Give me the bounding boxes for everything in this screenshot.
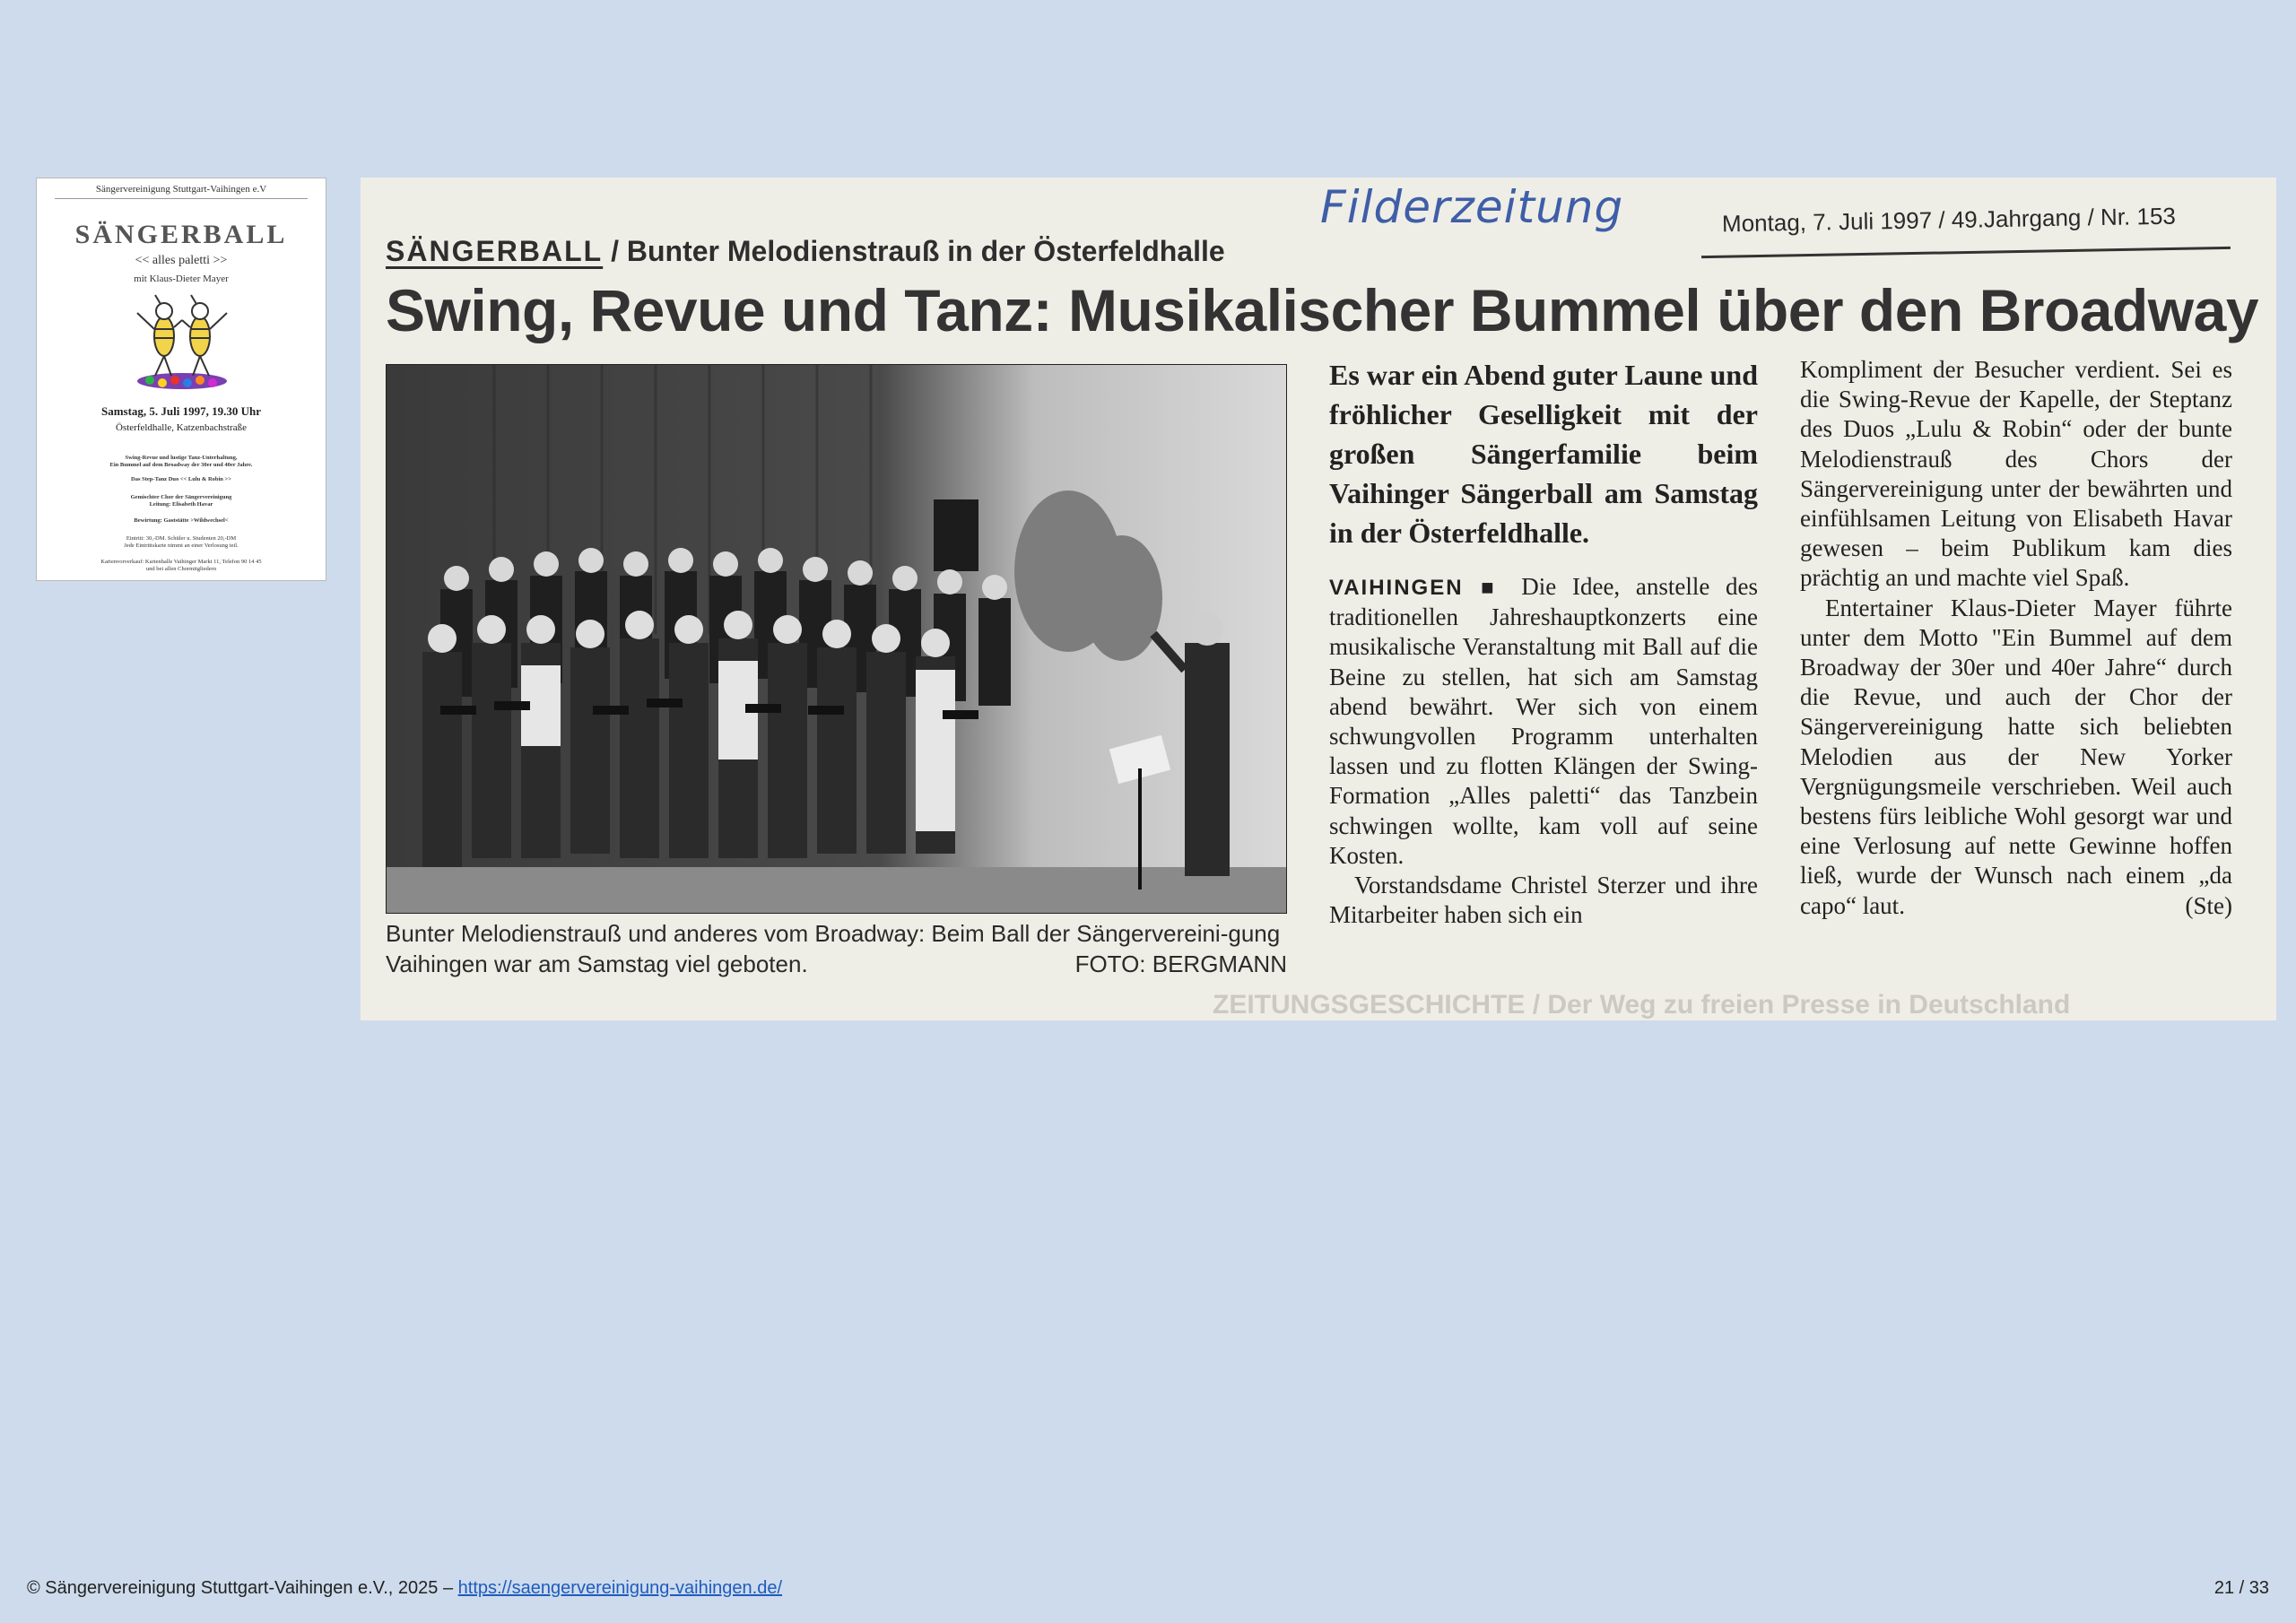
poster-program-line: Kartenvorverkauf: Kartenhalle Vaihinger Markt 11, Telefon 90 14 45: [100, 559, 262, 565]
kicker-subtitle: / Bunter Melodienstrauß in der Österfeldhalle: [603, 235, 1225, 267]
article-signature: (Ste): [2185, 891, 2232, 919]
article-paragraph: [1329, 572, 1758, 871]
poster-program-line: und bei allen Chormitgliedern: [145, 566, 217, 572]
poster-program-line: Leitung: Elisabeth Havar: [149, 501, 213, 508]
article-paragraph: Vorstandsdame Christel Sterzer und ihre Mitarbeiter haben sich ein: [1329, 872, 1758, 929]
page-number: 21 / 33: [2213, 1578, 2269, 1598]
poster-venue: Österfeldhalle, Katzenbachstraße: [116, 422, 247, 433]
choir-photograph: [386, 364, 1287, 914]
poster-program-line: Jede Eintrittskarte nimmt an einer Verlosung teil.: [124, 542, 239, 549]
article-paragraph: [1800, 594, 2232, 921]
newspaper-masthead: Filderzeitung: [1320, 181, 1624, 233]
article-column-middle: [1329, 355, 1758, 930]
poster-title: SÄNGERBALL: [74, 220, 288, 249]
dateline-rule: [1701, 247, 2231, 258]
choir-photo-image: [387, 365, 1286, 913]
copyright-text: © Sängervereinigung Stuttgart-Vaihingen e.V., 2025 –: [27, 1578, 454, 1598]
event-poster-thumbnail: [36, 178, 326, 581]
poster-organization: Sängervereinigung Stuttgart-Vaihingen e.V: [95, 184, 267, 195]
article-body-text: Die Idee, anstelle des traditionellen Jahreshauptkonzerts eine musikalische Veranstaltung mit Ball auf die Beine zu stellen, hat sich am Samstag abend bewährt. Wer sich von einem schwungvollen Programm unterhalten lassen und zu flotten Klängen der Swing-Formation „Alles paletti“ das Tanzbein schwingen wollte, kam voll auf seine Kosten.: [1329, 573, 1758, 869]
poster-program-line: Gemischter Chor der Sängervereinigung: [130, 494, 232, 500]
article-paragraph: Kompliment der Besucher verdient. Sei es die Swing-Revue der Kapelle, der Steptanz des Duos „Lulu & Robin“ oder der bunte Melodienstrauß des Chors der Sängervereinigung unter der bewährten und einfühlsamen Leitung von Elisabeth Havar gewesen – beim Publikum kam dies prächtig an und machte viel Spaß.: [1800, 356, 2232, 592]
newspaper-dateline: Montag, 7. Juli 1997 / 49.Jahrgang / Nr. 153: [1721, 202, 2177, 238]
article-lead: Es war ein Abend guter Laune und fröhlicher Geselligkeit mit der großen Sängerfamilie beim Vaihinger Sängerball am Samstag in der Österfeldhalle.: [1329, 359, 1758, 549]
bleed-through-headline: ZEITUNGSGESCHICHTE / Der Weg zu freien Presse in Deutschland: [1213, 990, 2071, 1020]
photo-caption: [386, 918, 1287, 979]
poster-date: Samstag, 5. Juli 1997, 19.30 Uhr: [100, 404, 262, 418]
newspaper-clipping: [361, 178, 2276, 1020]
poster-program-line: Eintritt: 30,-DM. Schüler u. Studenten 20,-DM: [126, 535, 237, 542]
website-link[interactable]: https://saengervereinigung-vaihingen.de/: [457, 1578, 782, 1598]
page-footer: [27, 1578, 782, 1599]
photo-credit: FOTO: BERGMANN: [1074, 950, 1287, 977]
poster-program-line: Ein Bummel auf dem Broadway der 30er und 40er Jahre.: [109, 462, 253, 468]
poster-subtitle: << alles paletti >>: [135, 254, 228, 267]
article-column-right: [1800, 355, 2232, 921]
article-dateline-place: VAIHINGEN ■: [1329, 576, 1506, 600]
article-kicker: [386, 235, 1225, 268]
article-body-text: Entertainer Klaus-Dieter Mayer führte unter dem Motto "Ein Bummel auf dem Broadway der 30er und 40er Jahre“ durch die Revue, und auch der Chor der Sängervereinigung hatte sich beliebten Melodien aus der New Yorker Vergnügungsmeile verschrieben. Weil auch bestens fürs leibliche Wohl gesorgt war und eine Verlosung auf nette Gewinne hoffen ließ, wurde der Wunsch nach einem „da capo“ laut.: [1800, 594, 2232, 919]
poster-divider: [55, 198, 308, 199]
kicker-topic: SÄNGERBALL: [386, 235, 604, 267]
poster-host: mit Klaus-Dieter Mayer: [134, 273, 229, 284]
article-headline: Swing, Revue und Tanz: Musikalischer Bummel über den Broadway: [386, 277, 2259, 343]
caption-text: Bunter Melodienstrauß und anderes vom Broadway: Beim Ball der Sängervereini-gung Vaihingen war am Samstag viel geboten.: [386, 920, 1281, 977]
poster-program-line: Das Step-Tanz Duo << Lulu & Robin >>: [131, 476, 231, 482]
dancing-bees-illustration: [128, 293, 236, 392]
poster-program-line: Bewirtung: Gaststätte >Wildwechsel<: [134, 517, 229, 524]
poster-program-line: Swing-Revue und lustige Tanz-Unterhaltung,: [125, 455, 238, 461]
